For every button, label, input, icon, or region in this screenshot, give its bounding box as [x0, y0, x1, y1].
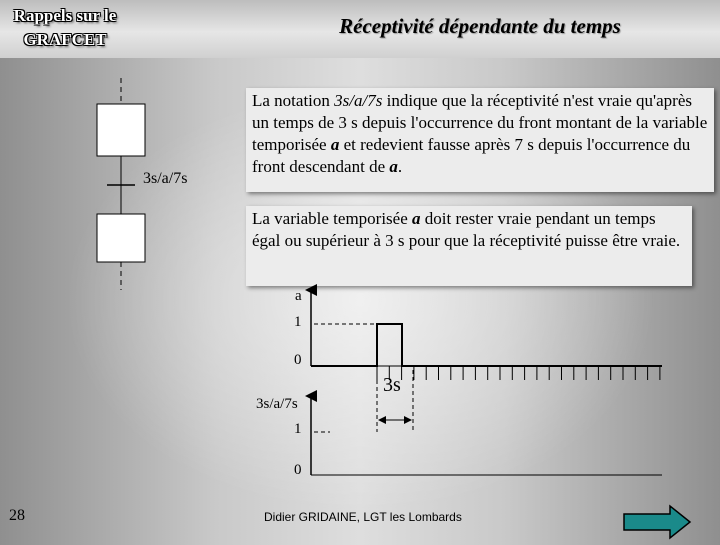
recept-low-label: 0 [294, 462, 302, 478]
a-signal [311, 324, 662, 366]
time-ticks [377, 366, 660, 380]
p1-notation: 3s/a/7s [334, 91, 383, 110]
a-high-label: 1 [294, 314, 302, 330]
recept-axis-name: 3s/a/7s [256, 396, 298, 412]
author-credit: Didier GRIDAINE, LGT les Lombards [264, 510, 462, 524]
section-label-line2: GRAFCET [23, 30, 107, 49]
receptivity-label: 3s/a/7s [143, 170, 188, 187]
p1-text-middle1: indique que la réceptivité n'est vraie qu'après un temps de 3 s depuis l'occurrence du front montant de la variable temporisée [252, 91, 708, 154]
a-axis-name: a [295, 288, 302, 304]
p1-variable-a-2: a [389, 157, 398, 176]
p2-text-after: doit rester vraie pendant un temps égal ou supérieur à 3 s pour que la réceptivité puisse être vraie. [252, 209, 681, 250]
p1-text-middle2: et redevient fausse après 7 s depuis l'occurrence du front descendant de [252, 135, 691, 176]
delay-3s-label: 3s [383, 374, 401, 396]
page-number: 28 [9, 507, 25, 524]
p2-variable-a: a [412, 209, 421, 228]
p1-text-end: . [397, 157, 403, 176]
p2-text-before: La variable temporisée [252, 209, 413, 228]
a-low-label: 0 [294, 352, 302, 368]
section-label-line1: Rappels sur le [13, 6, 117, 25]
p1-text-before: La notation [252, 91, 335, 110]
p1-variable-a: a [330, 135, 340, 154]
next-slide-button[interactable] [622, 504, 692, 540]
page-title: Réceptivité dépendante du temps [339, 14, 621, 38]
recept-high-label: 1 [294, 421, 302, 437]
right-arrow-icon [622, 504, 692, 540]
